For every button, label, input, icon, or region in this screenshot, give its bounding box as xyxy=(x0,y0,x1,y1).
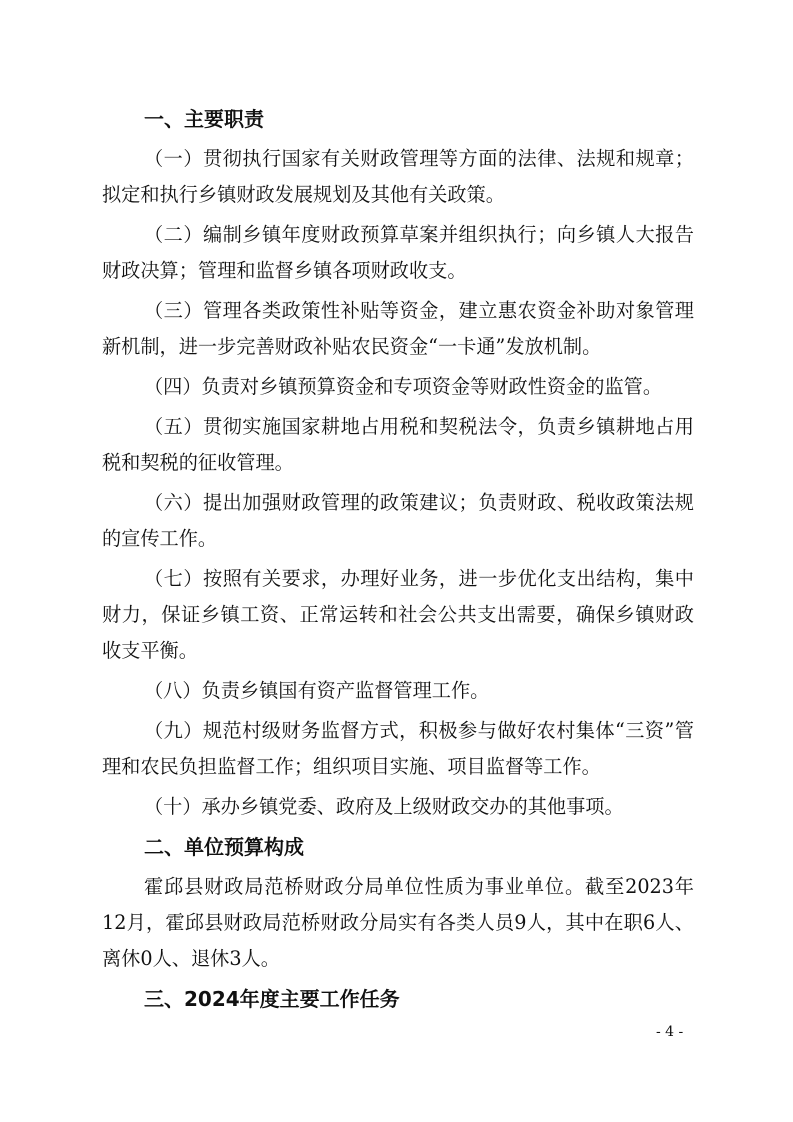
page-number: - 4 - xyxy=(656,1024,684,1040)
duty-paragraph: （四）负责对乡镇预算资金和专项资金等财政性资金的监管。 xyxy=(144,375,663,398)
duty-paragraph: （五）贯彻实施国家耕地占用税和契税法令，负责乡镇耕地占用税和契税的征收管理。 xyxy=(102,415,694,474)
section-heading: 一、主要职责 xyxy=(144,107,264,131)
section-heading: 三、2024年度主要工作任务 xyxy=(144,987,400,1011)
duty-paragraph: （六）提出加强财政管理的政策建议；负责财政、税收政策法规的宣传工作。 xyxy=(102,491,694,550)
budget-composition-paragraph: 霍邱县财政局范桥财政分局单位性质为事业单位。截至2023年12月，霍邱县财政局范桥财政分局实有各类人员9人，其中在职6人、离休0人、退休3人。 xyxy=(102,875,694,970)
document-body xyxy=(102,101,694,1021)
duty-paragraph: （八）负责乡镇国有资产监督管理工作。 xyxy=(144,679,490,702)
duty-paragraph: （二）编制乡镇年度财政预算草案并组织执行；向乡镇人大报告财政决算；管理和监督乡镇各项财政收支。 xyxy=(102,223,694,282)
duty-paragraph: （九）规范村级财务监督方式，积极参与做好农村集体“三资”管理和农民负担监督工作；组织项目实施、项目监督等工作。 xyxy=(102,719,694,778)
section-heading: 二、单位预算构成 xyxy=(144,835,304,859)
duty-paragraph: （七）按照有关要求，办理好业务，进一步优化支出结构，集中财力，保证乡镇工资、正常运转和社会公共支出需要，确保乡镇财政收支平衡。 xyxy=(102,567,694,662)
duty-paragraph: （十）承办乡镇党委、政府及上级财政交办的其他事项。 xyxy=(144,795,624,818)
duty-paragraph: （三）管理各类政策性补贴等资金，建立惠农资金补助对象管理新机制，进一步完善财政补贴农民资金“一卡通”发放机制。 xyxy=(102,299,694,358)
duty-paragraph: （一）贯彻执行国家有关财政管理等方面的法律、法规和规章；拟定和执行乡镇财政发展规划及其他有关政策。 xyxy=(102,147,694,206)
